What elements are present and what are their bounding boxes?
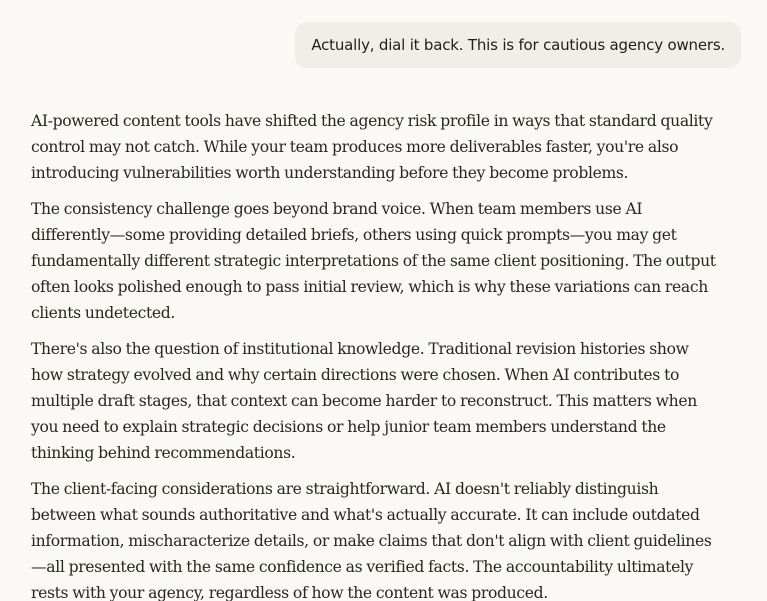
user-message-text: Actually, dial it back. This is for cautious agency owners. [311,36,725,54]
assistant-message [31,108,721,601]
assistant-paragraph: The client-facing considerations are straightforward. AI doesn't reliably distinguish between what sounds authoritative and what's actually accurate. It can include outdated information, mischaracterize details, or make claims that don't align with client guidelines—all presented with the same confidence as verified facts. The accountability ultimately rests with your agency, regardless of how the content was produced. [31,480,712,601]
user-message-bubble [295,22,741,68]
user-message-row [295,22,741,68]
assistant-paragraph: The consistency challenge goes beyond brand voice. When team members use AI differently—some providing detailed briefs, others using quick prompts—you may get fundamentally different strategic interpretations of the same client positioning. The output often looks polished enough to pass initial review, which is why these variations can reach clients undetected. [31,200,716,322]
assistant-paragraph: AI-powered content tools have shifted the agency risk profile in ways that standard quality control may not catch. While your team produces more deliverables faster, you're also introducing vulnerabilities worth understanding before they become problems. [31,112,713,182]
assistant-paragraph: There's also the question of institutional knowledge. Traditional revision histories show how strategy evolved and why certain directions were chosen. When AI contributes to multiple draft stages, that context can become harder to reconstruct. This matters when you need to explain strategic decisions or help junior team members understand the thinking behind recommendations. [31,340,697,462]
